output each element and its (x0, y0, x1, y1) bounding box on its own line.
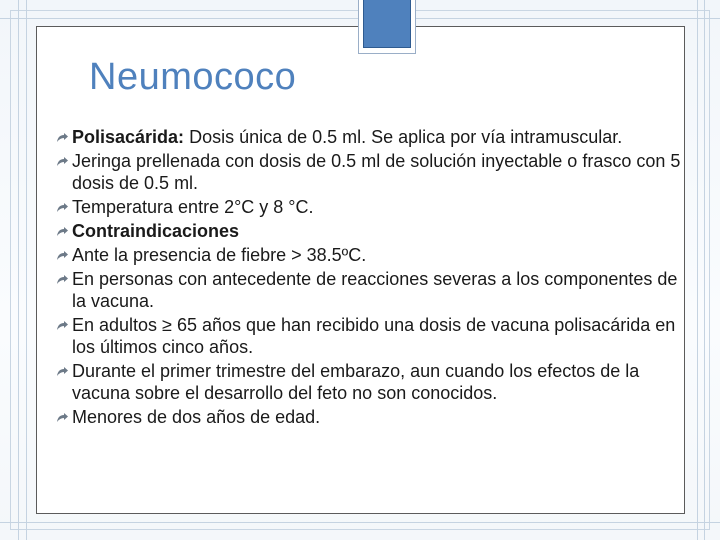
bullet-item (56, 360, 696, 404)
bullet-text: Ante la presencia de fiebre > 38.5ºC. (72, 245, 367, 265)
curly-arrow-icon (56, 366, 69, 377)
bullet-text: En personas con antecedente de reacciones severas a los componentes de la vacuna. (72, 269, 678, 311)
bullet-item (56, 244, 696, 266)
bullet-item (56, 126, 696, 148)
frame-line (18, 0, 19, 540)
bullet-item (56, 220, 696, 242)
bullet-text: En adultos ≥ 65 años que han recibido una dosis de vacuna polisacárida en los últimos cinco años. (72, 315, 676, 357)
frame-line (704, 0, 705, 540)
bullet-text: Jeringa prellenada con dosis de 0.5 ml de solución inyectable o frasco con 5 dosis de 0.5 ml. (72, 151, 681, 193)
bullet-text: Durante el primer trimestre del embarazo, aun cuando los efectos de la vacuna sobre el desarrollo del feto no son conocidos. (72, 361, 640, 403)
bullet-text: Menores de dos años de edad. (72, 407, 321, 427)
bullet-list (56, 126, 696, 430)
bullet-item (56, 406, 696, 428)
slide-title: Neumococo (89, 56, 297, 98)
curly-arrow-icon (56, 274, 69, 285)
bullet-item (56, 196, 696, 218)
bullet-text: Temperatura entre 2°C y 8 °C. (72, 197, 314, 217)
curly-arrow-icon (56, 320, 69, 331)
bullet-bold-text: Polisacárida: (72, 127, 185, 147)
curly-arrow-icon (56, 202, 69, 213)
curly-arrow-icon (56, 226, 69, 237)
bullet-item (56, 314, 696, 358)
frame-line (0, 522, 720, 523)
bullet-item (56, 268, 696, 312)
curly-arrow-icon (56, 250, 69, 261)
curly-arrow-icon (56, 412, 69, 423)
curly-arrow-icon (56, 156, 69, 167)
bullet-item (56, 150, 696, 194)
frame-line (26, 0, 27, 540)
bullet-bold-text: Contraindicaciones (72, 221, 240, 241)
curly-arrow-icon (56, 132, 69, 143)
accent-tab (363, 0, 411, 48)
frame-line (697, 0, 698, 540)
bullet-text: Dosis única de 0.5 ml. Se aplica por vía intramuscular. (184, 127, 623, 147)
